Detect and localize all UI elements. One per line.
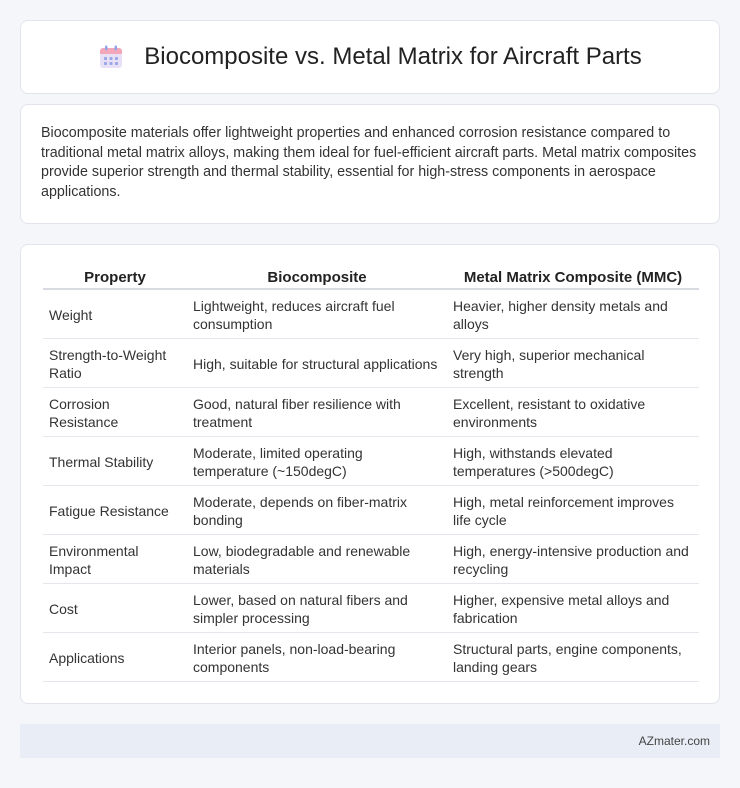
mmc-cell: Structural parts, engine components, landing gears (447, 633, 699, 682)
mmc-cell: High, energy-intensive production and recycling (447, 535, 699, 584)
property-cell: Environmental Impact (43, 535, 187, 584)
property-cell: Weight (43, 290, 187, 339)
header (98, 43, 641, 71)
table-row (43, 486, 699, 535)
column-header-property: Property (43, 265, 187, 290)
header-card (20, 20, 720, 94)
property-cell: Thermal Stability (43, 437, 187, 486)
mmc-cell: Excellent, resistant to oxidative environments (447, 388, 699, 437)
calendar-icon (98, 44, 124, 70)
property-cell: Cost (43, 584, 187, 633)
summary-card (20, 104, 720, 224)
mmc-cell: Heavier, higher density metals and alloys (447, 290, 699, 339)
table-row (43, 388, 699, 437)
biocomposite-cell: Moderate, depends on fiber-matrix bonding (187, 486, 447, 535)
table-row (43, 535, 699, 584)
biocomposite-cell: Interior panels, non-load-bearing components (187, 633, 447, 682)
property-cell: Corrosion Resistance (43, 388, 187, 437)
summary-text: Biocomposite materials offer lightweight properties and enhanced corrosion resistance compared to traditional metal matrix alloys, making them ideal for fuel-efficient aircraft parts. Metal matrix composites provide superior strength and thermal stability, essential for high-stress components in aerospace applications. (41, 125, 697, 200)
table-row (43, 290, 699, 339)
page-title: Biocomposite vs. Metal Matrix for Aircraft Parts (144, 43, 642, 70)
biocomposite-cell: Lower, based on natural fibers and simpler processing (187, 584, 447, 633)
mmc-cell: High, metal reinforcement improves life cycle (447, 486, 699, 535)
biocomposite-cell: High, suitable for structural applications (187, 339, 447, 388)
property-cell: Applications (43, 633, 187, 682)
column-header-biocomposite: Biocomposite (187, 265, 447, 290)
comparison-table-card (20, 244, 720, 704)
footer (20, 724, 720, 758)
table-row (43, 339, 699, 388)
comparison-table (43, 265, 699, 682)
table-header-row (43, 265, 699, 290)
column-header-mmc: Metal Matrix Composite (MMC) (447, 265, 699, 290)
biocomposite-cell: Good, natural fiber resilience with treatment (187, 388, 447, 437)
table-row (43, 437, 699, 486)
property-cell: Fatigue Resistance (43, 486, 187, 535)
table-row (43, 584, 699, 633)
biocomposite-cell: Low, biodegradable and renewable materials (187, 535, 447, 584)
property-cell: Strength-to-Weight Ratio (43, 339, 187, 388)
mmc-cell: High, withstands elevated temperatures (>500degC) (447, 437, 699, 486)
biocomposite-cell: Moderate, limited operating temperature (~150degC) (187, 437, 447, 486)
footer-brand[interactable]: AZmater.com (638, 734, 710, 748)
biocomposite-cell: Lightweight, reduces aircraft fuel consumption (187, 290, 447, 339)
mmc-cell: Very high, superior mechanical strength (447, 339, 699, 388)
table-row (43, 633, 699, 682)
mmc-cell: Higher, expensive metal alloys and fabrication (447, 584, 699, 633)
